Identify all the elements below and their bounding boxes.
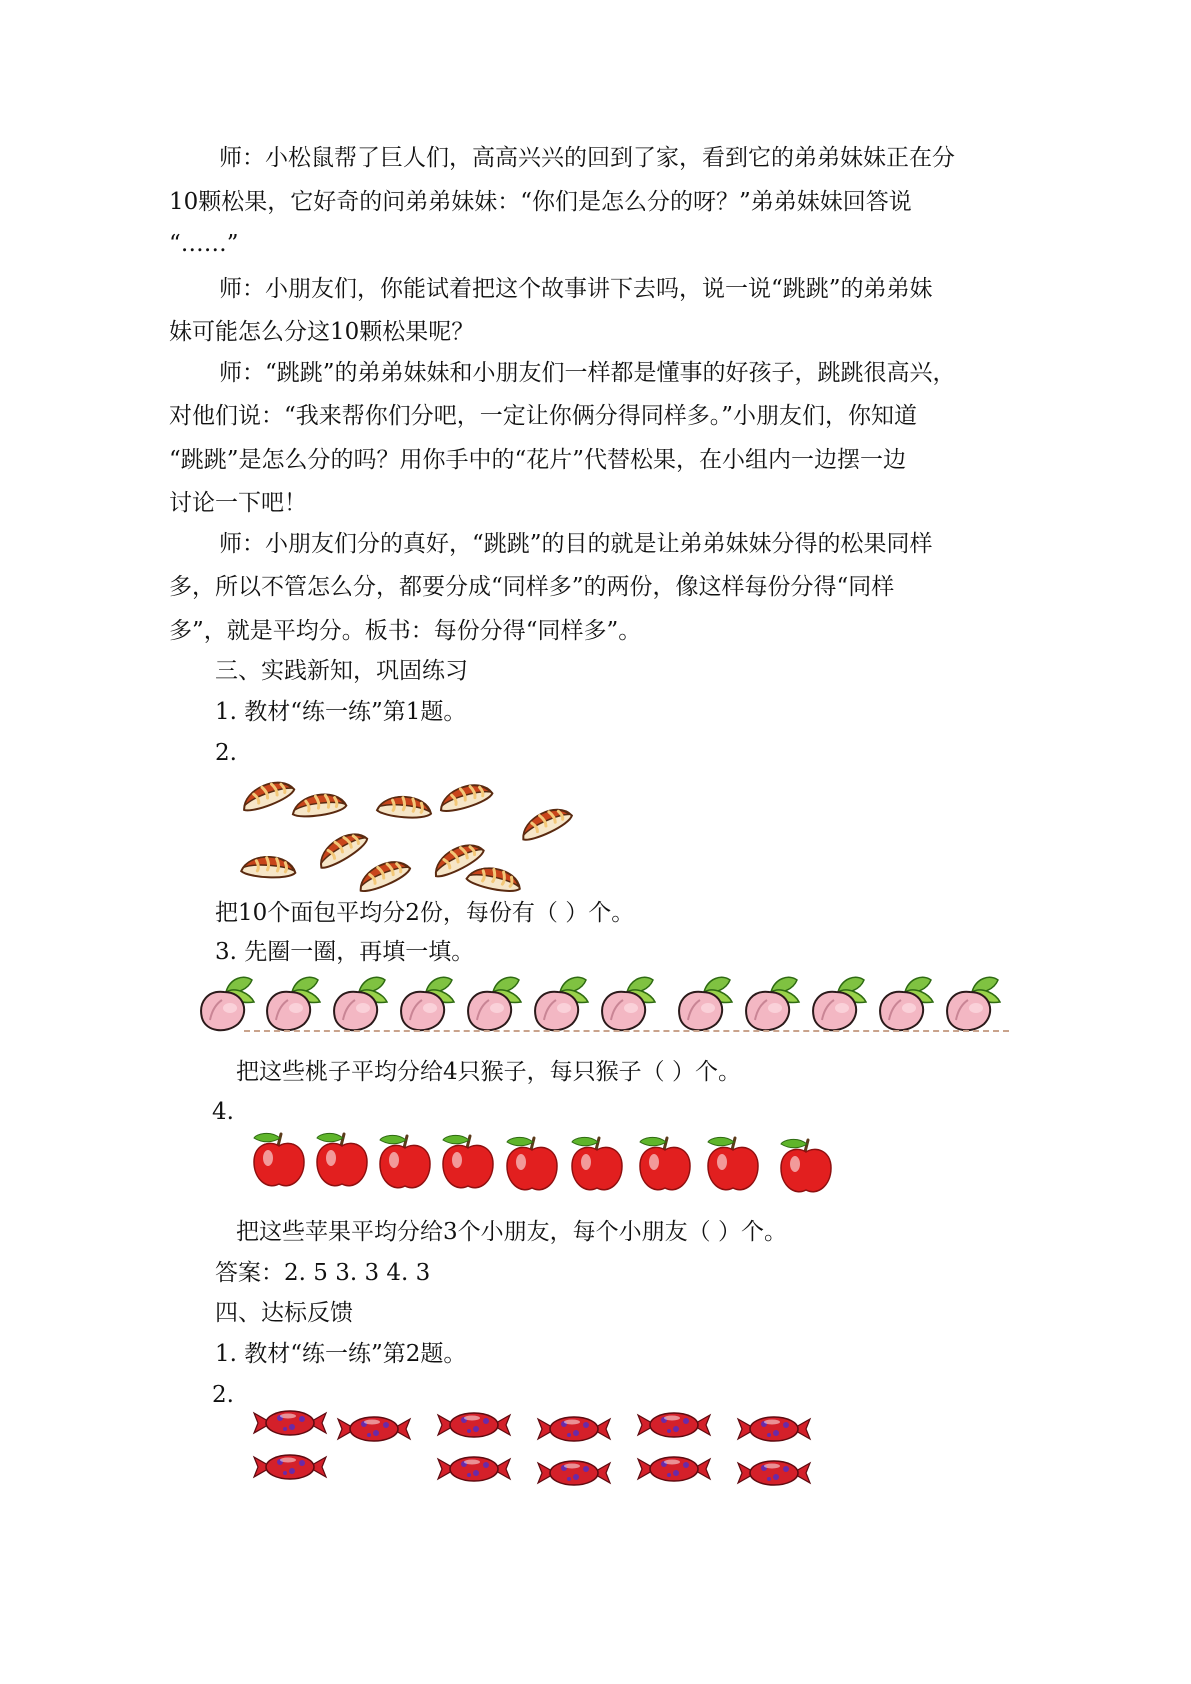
section3-q4-number: 4. [212,1099,234,1125]
para2-line2: 妹可能怎么分这10颗松果呢？ [169,319,475,345]
bread-icon [372,784,438,826]
para1-line3: “……” [169,231,239,257]
apple-icon [439,1130,497,1194]
apple-icon [704,1132,762,1196]
apple-icon [636,1132,694,1196]
apple-icon [777,1134,835,1198]
section3-heading: 三、实践新知，巩固练习 [215,658,468,684]
peach-baseline [244,1030,1009,1034]
section3-q1: 1. 教材“练一练”第1题。 [215,699,467,725]
peach-icon [741,972,803,1036]
peach-icon [597,972,659,1036]
para4-line3: 多”，就是平均分。板书：每份分得“同样多”。 [169,618,642,644]
candy-icon [436,1409,512,1441]
peach-icon [674,972,736,1036]
para3-line2: 对他们说：“我来帮你们分吧，一定让你俩分得同样多。”小朋友们，你知道 [169,403,918,429]
apple-icon [313,1128,371,1192]
apple-icon [503,1132,561,1196]
candy-icon [736,1457,812,1489]
candy-icon [336,1413,412,1445]
peach-icon [808,972,870,1036]
para4-line2: 多，所以不管怎么分，都要分成“同样多”的两份，像这样每份分得“同样 [169,574,895,600]
bread-icon [431,771,499,819]
section4-q1: 1. 教材“练一练”第2题。 [215,1341,467,1367]
candy-icon [252,1451,328,1483]
apple-icon [376,1130,434,1194]
peach-icon [530,972,592,1036]
peach-icon [463,972,525,1036]
para4-line1: 师：小朋友们分的真好，“跳跳”的目的就是让弟弟妹妹分得的松果同样 [219,531,933,557]
peach-icon [262,972,324,1036]
para3-line1: 师：“跳跳”的弟弟妹妹和小朋友们一样都是懂事的好孩子，跳跳很高兴， [219,360,956,386]
bread-icon [287,783,352,822]
section3-q2-number: 2. [215,740,237,766]
peach-icon [329,972,391,1036]
bread-icon [236,845,301,885]
peach-row [196,970,1016,1040]
peach-icon [396,972,458,1036]
candy-icon [636,1409,712,1441]
section4-heading: 四、达标反馈 [215,1300,353,1326]
candy-icon [536,1457,612,1489]
candy-icon [636,1453,712,1485]
apple-icon [250,1128,308,1192]
section3-q3-text: 把这些桃子平均分给4只猴子，每只猴子（ ）个。 [236,1059,741,1085]
candy-icon [536,1413,612,1445]
section3-q2-text: 把10个面包平均分2份，每份有（ ）个。 [215,900,635,926]
peach-icon [196,972,258,1036]
apple-row [250,1128,840,1198]
section3-answer: 答案：2. 5 3. 3 4. 3 [215,1260,431,1286]
para1-line2: 10颗松果，它好奇的问弟弟妹妹：“你们是怎么分的呀？”弟弟妹妹回答说 [169,189,912,215]
section3-q3: 3. 先圈一圈，再填一填。 [215,939,475,965]
peach-icon [875,972,937,1036]
bread-icon [461,853,530,902]
apple-icon [568,1132,626,1196]
para1-line1: 师：小松鼠帮了巨人们，高高兴兴的回到了家，看到它的弟弟妹妹正在分 [219,145,955,171]
candy-grid [250,1405,820,1495]
candy-icon [252,1407,328,1439]
peach-icon [942,972,1004,1036]
section3-q4-text: 把这些苹果平均分给3个小朋友，每个小朋友（ ）个。 [236,1219,787,1245]
section4-q2-number: 2. [212,1382,234,1408]
bread-picture [188,768,588,896]
para3-line4: 讨论一下吧！ [169,490,307,516]
para3-line3: “跳跳”是怎么分的吗？用你手中的“花片”代替松果，在小组内一边摆一边 [169,447,907,473]
candy-icon [436,1453,512,1485]
candy-icon [736,1413,812,1445]
bread-icon [510,794,580,849]
para2-line1: 师：小朋友们，你能试着把这个故事讲下去吗，说一说“跳跳”的弟弟妹 [219,276,933,302]
